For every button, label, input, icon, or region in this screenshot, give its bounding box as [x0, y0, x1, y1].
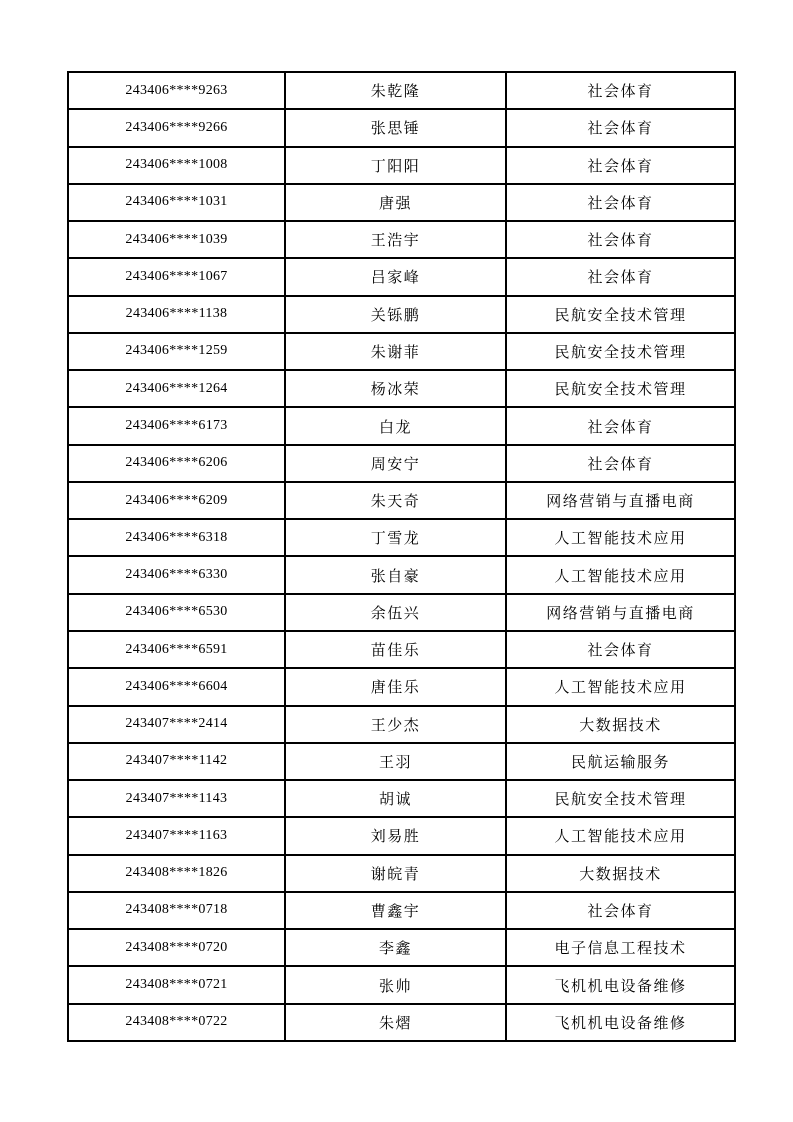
- candidate-major: 人工智能技术应用: [506, 519, 735, 556]
- table-row: [68, 445, 735, 482]
- candidate-id: 243408****1826: [68, 855, 285, 892]
- candidate-id: 243406****6209: [68, 482, 285, 519]
- candidate-id: 243408****0721: [68, 966, 285, 1003]
- candidate-major: 民航安全技术管理: [506, 333, 735, 370]
- candidate-major: 社会体育: [506, 445, 735, 482]
- table-row: [68, 147, 735, 184]
- candidate-id: 243406****1264: [68, 370, 285, 407]
- candidate-major: 社会体育: [506, 109, 735, 146]
- admission-list-table: [67, 71, 736, 1042]
- candidate-major: 社会体育: [506, 892, 735, 929]
- candidate-major: 大数据技术: [506, 706, 735, 743]
- table-row: [68, 407, 735, 444]
- candidate-name: 丁雪龙: [285, 519, 506, 556]
- table-row: [68, 296, 735, 333]
- candidate-name: 吕家峰: [285, 258, 506, 295]
- candidate-id: 243407****1143: [68, 780, 285, 817]
- candidate-name: 唐佳乐: [285, 668, 506, 705]
- candidate-id: 243406****1031: [68, 184, 285, 221]
- candidate-major: 飞机机电设备维修: [506, 1004, 735, 1041]
- candidate-major: 社会体育: [506, 407, 735, 444]
- table-row: [68, 668, 735, 705]
- table-row: [68, 855, 735, 892]
- candidate-id: 243406****9266: [68, 109, 285, 146]
- table-row: [68, 1004, 735, 1041]
- table-row: [68, 966, 735, 1003]
- candidate-name: 刘易胜: [285, 817, 506, 854]
- candidate-name: 张自豪: [285, 556, 506, 593]
- candidate-major: 社会体育: [506, 631, 735, 668]
- candidate-name: 余伍兴: [285, 594, 506, 631]
- table-row: [68, 221, 735, 258]
- candidate-id: 243406****1008: [68, 147, 285, 184]
- table-row: [68, 817, 735, 854]
- candidate-major: 社会体育: [506, 221, 735, 258]
- candidate-major: 电子信息工程技术: [506, 929, 735, 966]
- candidate-id: 243407****2414: [68, 706, 285, 743]
- table-body: [68, 72, 735, 1041]
- table-row: [68, 333, 735, 370]
- candidate-major: 民航安全技术管理: [506, 296, 735, 333]
- candidate-name: 白龙: [285, 407, 506, 444]
- table-row: [68, 556, 735, 593]
- candidate-id: 243408****0722: [68, 1004, 285, 1041]
- table-row: [68, 184, 735, 221]
- candidate-major: 社会体育: [506, 72, 735, 109]
- candidate-major: 人工智能技术应用: [506, 668, 735, 705]
- candidate-major: 人工智能技术应用: [506, 556, 735, 593]
- candidate-major: 大数据技术: [506, 855, 735, 892]
- candidate-name: 王羽: [285, 743, 506, 780]
- candidate-name: 王少杰: [285, 706, 506, 743]
- candidate-id: 243406****6604: [68, 668, 285, 705]
- table-row: [68, 780, 735, 817]
- candidate-major: 民航安全技术管理: [506, 780, 735, 817]
- table-row: [68, 594, 735, 631]
- candidate-major: 飞机机电设备维修: [506, 966, 735, 1003]
- candidate-major: 民航运输服务: [506, 743, 735, 780]
- table-row: [68, 743, 735, 780]
- candidate-name: 张思锤: [285, 109, 506, 146]
- candidate-name: 朱熠: [285, 1004, 506, 1041]
- candidate-id: 243407****1142: [68, 743, 285, 780]
- candidate-major: 社会体育: [506, 147, 735, 184]
- table-row: [68, 892, 735, 929]
- candidate-name: 张帅: [285, 966, 506, 1003]
- table-row: [68, 482, 735, 519]
- candidate-id: 243406****6318: [68, 519, 285, 556]
- candidate-id: 243406****6330: [68, 556, 285, 593]
- table-row: [68, 706, 735, 743]
- candidate-major: 网络营销与直播电商: [506, 482, 735, 519]
- candidate-name: 胡诚: [285, 780, 506, 817]
- table-row: [68, 72, 735, 109]
- candidate-id: 243406****6591: [68, 631, 285, 668]
- candidate-id: 243406****1039: [68, 221, 285, 258]
- candidate-id: 243408****0718: [68, 892, 285, 929]
- table-row: [68, 631, 735, 668]
- candidate-major: 民航安全技术管理: [506, 370, 735, 407]
- candidate-name: 唐强: [285, 184, 506, 221]
- candidate-name: 曹鑫宇: [285, 892, 506, 929]
- candidate-name: 苗佳乐: [285, 631, 506, 668]
- table-row: [68, 370, 735, 407]
- candidate-name: 李鑫: [285, 929, 506, 966]
- candidate-name: 谢皖青: [285, 855, 506, 892]
- candidate-major: 社会体育: [506, 258, 735, 295]
- candidate-id: 243406****6173: [68, 407, 285, 444]
- candidate-name: 朱谢菲: [285, 333, 506, 370]
- candidate-id: 243406****1259: [68, 333, 285, 370]
- candidate-id: 243406****6530: [68, 594, 285, 631]
- candidate-name: 关铄鹏: [285, 296, 506, 333]
- table-row: [68, 519, 735, 556]
- candidate-id: 243406****9263: [68, 72, 285, 109]
- candidate-major: 社会体育: [506, 184, 735, 221]
- table-row: [68, 109, 735, 146]
- candidate-name: 丁阳阳: [285, 147, 506, 184]
- candidate-major: 网络营销与直播电商: [506, 594, 735, 631]
- candidate-name: 朱乾隆: [285, 72, 506, 109]
- candidate-id: 243406****6206: [68, 445, 285, 482]
- candidate-id: 243407****1163: [68, 817, 285, 854]
- candidate-id: 243406****1067: [68, 258, 285, 295]
- candidate-name: 朱天奇: [285, 482, 506, 519]
- table-row: [68, 258, 735, 295]
- candidate-id: 243408****0720: [68, 929, 285, 966]
- candidate-id: 243406****1138: [68, 296, 285, 333]
- candidate-name: 王浩宇: [285, 221, 506, 258]
- candidate-major: 人工智能技术应用: [506, 817, 735, 854]
- table-row: [68, 929, 735, 966]
- candidate-name: 周安宁: [285, 445, 506, 482]
- candidate-name: 杨冰荣: [285, 370, 506, 407]
